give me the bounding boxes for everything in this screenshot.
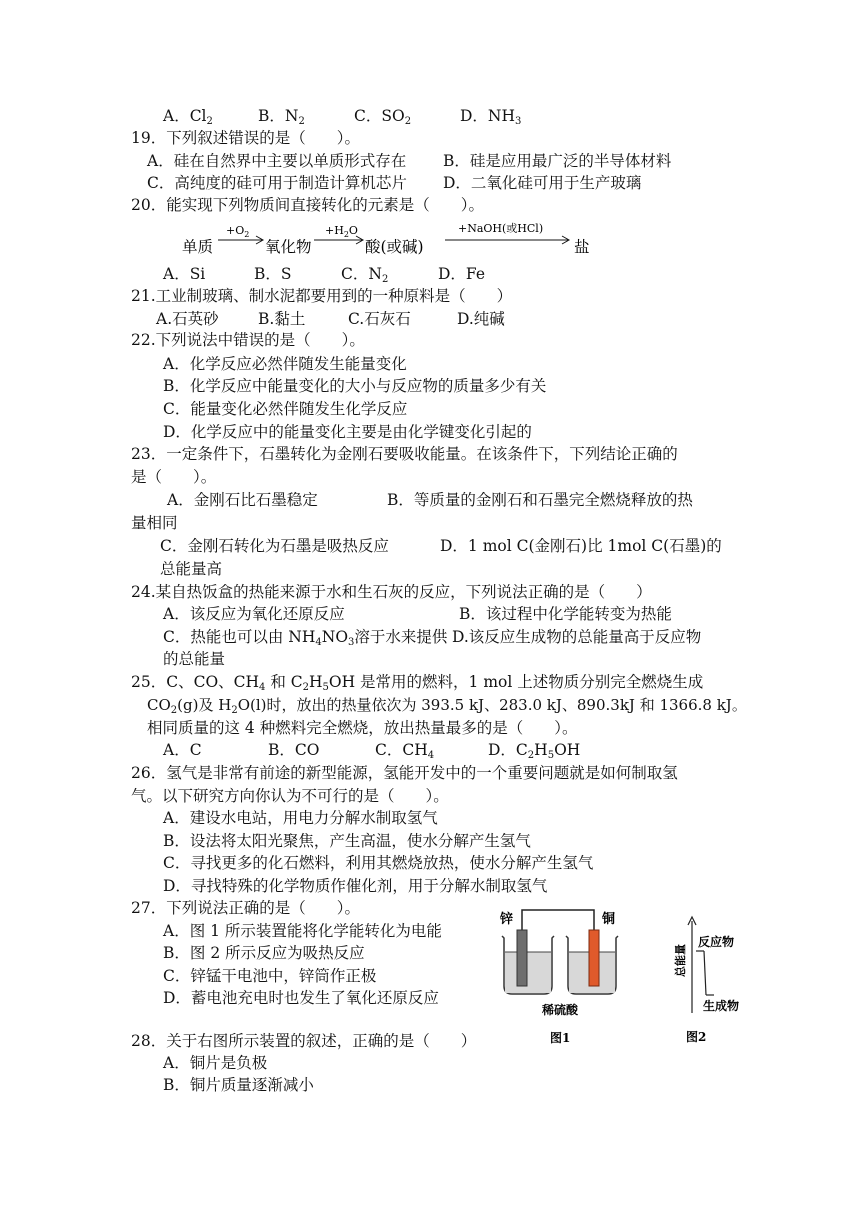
q26-option-c: C．寻找更多的化石燃料，利用其燃烧放热，使水分解产生氢气 [163,854,594,872]
q20-option-b: B．S [254,265,292,283]
q25-option-b: B．CO [268,741,320,759]
q26-option-b: B．设法将太阳光聚焦，产生高温，使水分解产生氢气 [163,832,531,850]
y-axis-label: 总能量 [674,944,687,977]
q28-stem: 28．关于右图所示装置的叙述，正确的是（ ） [131,1032,477,1050]
q26-stem-line1: 26．氢气是非常有前途的新型能源，氢能开发中的一个重要问题就是如何制取氢 [131,764,678,782]
q23-option-b-line1: B．等质量的金刚石和石墨完全燃烧释放的热 [387,491,693,509]
q18-option-a: A．$Cl_2$ [163,107,213,127]
q27-option-b: B．图 2 所示反应为吸热反应 [163,944,365,962]
q24-stem: 24.某自热饭盒的热能来源于水和生石灰的反应，下列说法正确的是（ ） [131,583,652,601]
wire [522,910,594,930]
q20-option-a: A．Si [163,265,206,283]
figure-2-energy-diagram [672,915,752,1050]
q23-stem-line1: 23．一定条件下，石墨转化为金刚石要吸收能量。在该条件下，下列结论正确的 [131,445,678,463]
q20-stem: 20．能实现下列物质间直接转化的元素是（ ）。 [131,196,484,214]
q20-option-d: D．Fe [438,265,486,283]
q18-option-d: D．$NH_3$ [460,107,522,127]
q26-option-d: D．寻找特殊的化学物质作催化剂，用于分解水制取氢气 [163,877,548,895]
q23-stem-line2: 是（ ）。 [131,468,217,486]
q25-stem-line1: 25．C、CO、$CH_4$ 和 $C_2H_5OH$ 是常用的燃料，1 mol 上述物质分别完全燃烧生成 [131,673,704,693]
q25-stem-line3: 相同质量的这 4 种燃料完全燃烧，放出热量最多的是（ ）。 [147,719,578,737]
zinc-label: 锌 [500,912,514,927]
q22-option-a: A．化学反应必然伴随发生能量变化 [163,355,407,373]
copper-label: 铜 [602,912,616,927]
q22-stem: 22.下列说法中错误的是（ ）。 [131,331,365,349]
q28-option-b: B．铜片质量逐渐减小 [163,1076,314,1094]
product-label: 生成物 [703,999,740,1013]
q21-option-d: D.纯碱 [457,310,505,328]
q24-option-b: B．该过程中化学能转变为热能 [459,605,672,623]
chain-arrow3-label: +NaOH(或HCl) [458,222,544,235]
q25-option-d: D．$C_2H_5OH$ [488,741,581,761]
solution-left [505,952,551,993]
q19-option-b: B．硅是应用最广泛的半导体材料 [443,152,672,170]
q27-option-a: A．图 1 所示装置能将化学能转化为电能 [163,922,442,940]
zinc-electrode [517,930,527,986]
q18-option-c: C．$SO_2$ [354,107,412,127]
figure-2-caption: 图2 [686,1030,707,1044]
q21-stem: 21.工业制玻璃、制水泥都要用到的一种原料是（ ） [131,287,513,305]
reactant-label: 反应物 [698,935,735,949]
q19-option-d: D．二氧化硅可用于生产玻璃 [443,174,642,192]
energy-drop [704,951,706,995]
q20-option-c: C．$N_2$ [341,265,389,285]
q22-option-d: D．化学反应中的能量变化主要是由化学键变化引起的 [163,423,532,441]
copper-electrode [589,930,599,986]
q23-option-c: C．金刚石转化为石墨是吸热反应 [160,537,389,555]
q21-option-a: A.石英砂 [156,310,219,328]
q23-option-d-line1: D．1 mol C(金刚石)比 1mol C(石墨)的 [440,537,722,555]
q24-option-d-line1: D.该反应生成物的总能量高于反应物 [452,628,702,646]
q22-option-c: C．能量变化必然伴随发生化学反应 [163,400,408,418]
q18-option-b: B．$N_2$ [258,107,305,127]
q27-option-c: C．锌锰干电池中，锌筒作正极 [163,967,377,985]
q21-option-c: C.石灰石 [348,310,411,328]
q26-stem-line2: 气。以下研究方向你认为不可行的是（ ）。 [131,787,449,805]
q27-option-d: D．蓄电池充电时也发生了氧化还原反应 [163,989,439,1007]
acid-label: 稀硫酸 [542,1003,579,1017]
chain-salt: 盐 [574,238,590,256]
q26-option-a: A．建设水电站，用电力分解水制取氢气 [163,809,438,827]
q24-option-c: C．热能也可以由 $NH_4NO_3$溶于水来提供 [163,628,448,648]
q21-option-b: B.黏土 [258,310,306,328]
chain-arrow1-label: $+O_2$ [226,224,250,239]
q22-option-b: B．化学反应中能量变化的大小与反应物的质量多少有关 [163,377,547,395]
q19-stem: 19．下列叙述错误的是（ ）。 [131,129,360,147]
q19-option-a: A．硅在自然界中主要以单质形式存在 [147,152,407,170]
q28-option-a: A．铜片是负极 [163,1054,268,1072]
q27-stem: 27．下列说法正确的是（ ）。 [131,899,360,917]
figure-1-caption: 图1 [550,1031,571,1045]
q24-option-d-line2: 的总能量 [163,650,226,668]
q25-option-a: A．C [163,741,202,759]
q25-option-c: C．$CH_4$ [375,741,435,761]
q25-stem-line2: $CO_2(g)$及 $H_2O(l)$时，放出的热量依次为 393.5 kJ、283.0 kJ、890.3kJ 和 1366.8 kJ。 [147,696,747,716]
chain-simple-substance: 单质 [182,238,214,256]
q20-conversion-chain [170,218,610,262]
q21-options [156,309,505,329]
chain-oxide: 氧化物 [265,238,312,256]
q24-option-a: A．该反应为氧化还原反应 [163,605,345,623]
chain-arrow2-label: $+H_2O$ [325,224,358,239]
q23-option-b-line2: 量相同 [131,514,178,532]
q23-option-a: A．金刚石比石墨稳定 [167,491,318,509]
chain-acid-or-base: 酸(或碱) [365,238,424,256]
q23-option-d-line2: 总能量高 [160,560,223,578]
q19-option-c: C．高纯度的硅可用于制造计算机芯片 [147,174,407,192]
figure-1-galvanic-cell [492,900,652,1050]
